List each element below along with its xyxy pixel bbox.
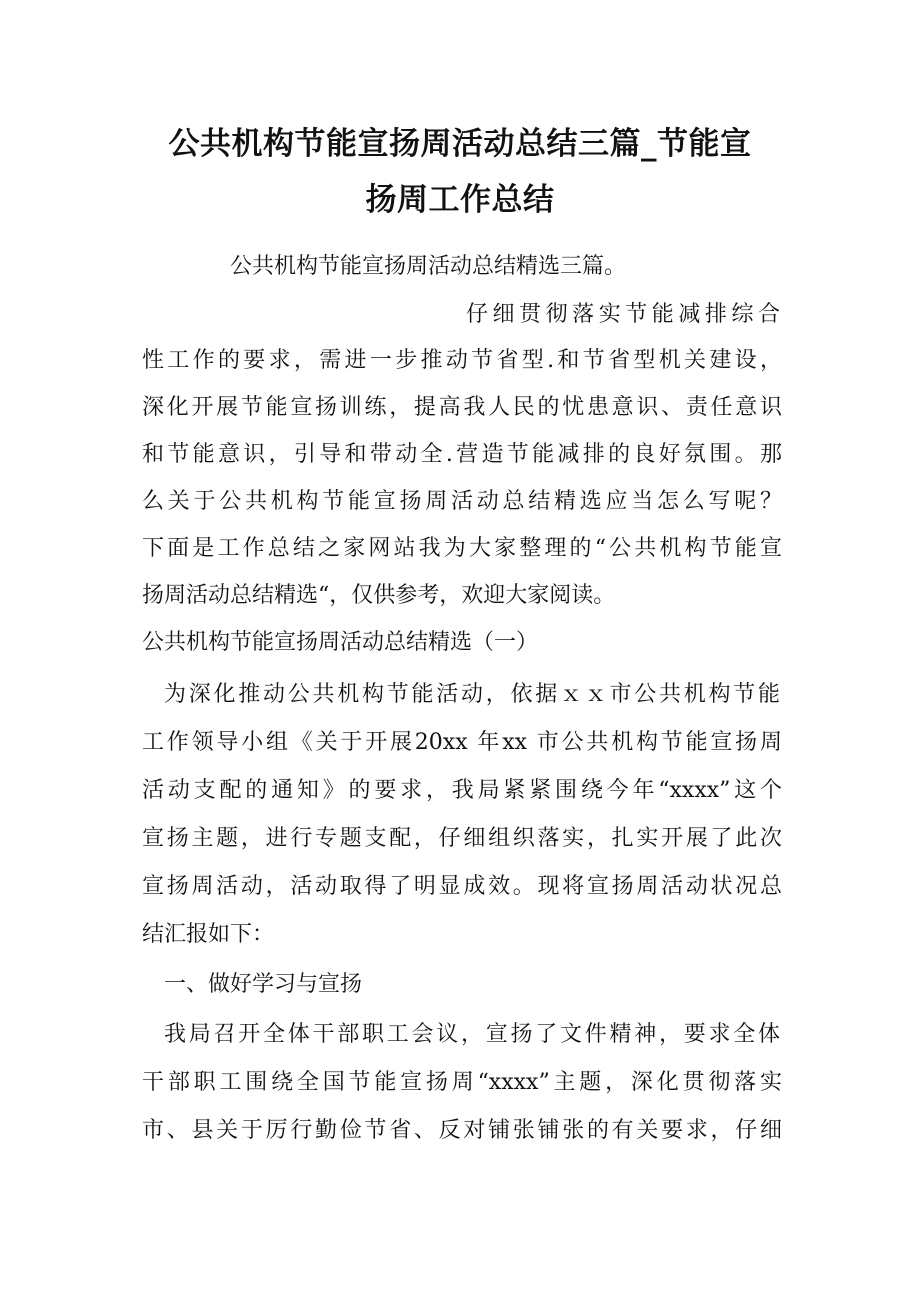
paragraph-line: 活动支配的通知》的要求，我局紧紧围绕今年“xxxx”这个 [142,778,782,803]
paragraph-line: 宣扬周活动，活动取得了明显成效。现将宣扬周活动状况总 [142,874,782,899]
paragraph-line: 性工作的要求，需进一步推动节省型.和节省型机关建设， [142,348,782,373]
paragraph-line: 结汇报如下： [142,922,275,947]
paragraph-line: 干部职工围绕全国节能宣扬周“xxxx”主题，深化贯彻落实 [142,1070,782,1095]
paragraph-line: 扬周活动总结精选“，仅供参考，欢迎大家阅读。 [142,583,616,608]
document-title-line-2: 扬周工作总结 [365,182,555,218]
paragraph-line: 工作领导小组《关于开展20xx 年xx 市公共机构节能宣扬周 [142,730,782,755]
paragraph-line: 深化开展节能宣扬训练，提高我人民的忧患意识、责任意识 [142,395,782,420]
paragraph-line: 为深化推动公共机构节能活动，依据ｘｘ市公共机构节能 [164,682,780,707]
paragraph-line: 么关于公共机构节能宣扬周活动总结精选应当怎么写呢？ [142,489,782,514]
paragraph-line: 仔细贯彻落实节能减排综合 [466,302,780,327]
document-title-line-1: 公共机构节能宣扬周活动总结三篇_节能宣 [168,126,752,162]
paragraph-line: 市、县关于厉行勤俭节省、反对铺张铺张的有关要求，仔细 [142,1118,782,1143]
section-heading: 公共机构节能宣扬周活动总结精选（一） [142,630,539,655]
paragraph-line: 和节能意识，引导和带动全.营造节能减排的良好氛围。那 [142,442,782,467]
paragraph-line: 宣扬主题，进行专题支配，仔细组织落实，扎实开展了此次 [142,826,782,851]
paragraph-line: 我局召开全体干部职工会议，宣扬了文件精神，要求全体 [164,1022,780,1047]
paragraph-line: 下面是工作总结之家网站我为大家整理的“公共机构节能宣 [142,536,782,561]
document-subtitle: 公共机构节能宣扬周活动总结精选三篇。 [230,254,627,279]
subsection-heading: 一、做好学习与宣扬 [164,972,363,997]
